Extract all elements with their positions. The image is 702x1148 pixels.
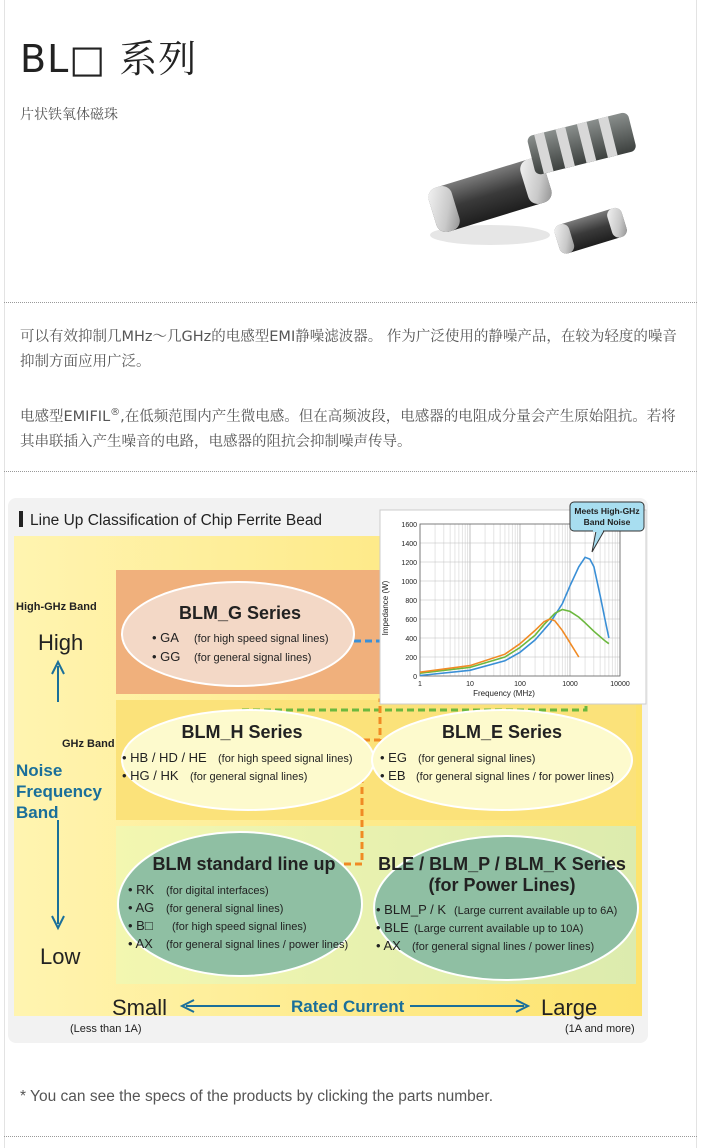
series-item-note: (for high speed signal lines): [218, 753, 353, 765]
small-note: (Less than 1A): [70, 1023, 142, 1035]
specs-note: * You can see the specs of the products by clicking the parts number.: [20, 1088, 494, 1105]
series-item-note: (for general signal lines / power lines): [412, 941, 595, 953]
series-item-note: (for high speed signal lines): [194, 633, 329, 645]
chart-ytick-label: 1200: [401, 560, 417, 567]
chart-xtick-label: 10000: [610, 681, 630, 688]
lineup-diagram: [8, 498, 648, 1043]
series-item-part[interactable]: • BLM_P / K: [376, 902, 447, 917]
product-photo: [420, 110, 645, 270]
series-item-part[interactable]: • AX: [376, 938, 401, 953]
blm-e-title: BLM_E Series: [441, 722, 563, 742]
chart-ytick-label: 600: [405, 617, 417, 624]
chart-ytick-label: 400: [405, 636, 417, 643]
blm-g-title: BLM_G Series: [178, 603, 302, 623]
chart-ylabel: Impedance (W): [381, 580, 390, 636]
chart-ytick-label: 200: [405, 655, 417, 662]
series-item-note: (for general signal lines): [418, 753, 536, 765]
blm-standard-lineup[interactable]: [118, 832, 362, 976]
chart-ytick-label: 800: [405, 598, 417, 605]
chart-ytick-label: 0: [413, 674, 417, 681]
low-label: Low: [40, 944, 81, 969]
separator: [4, 1136, 697, 1137]
blm-g-series[interactable]: [122, 582, 354, 686]
blm-h-series[interactable]: [122, 710, 374, 810]
series-item-note: (for general signal lines / for power lines): [416, 771, 615, 783]
page-subtitle: 片状铁氧体磁珠: [20, 107, 118, 123]
chart-ytick-label: 1600: [401, 522, 417, 529]
callout-line2: Band Noise: [583, 517, 631, 527]
noise-label-line2: Frequency: [16, 782, 102, 801]
series-item-part[interactable]: • RK: [128, 882, 155, 897]
intro-paragraph-2: 电感型EMIFIL®,在低频范围内产生微电感。但在高频波段，电感器的电阻成分量会产生原始阻抗。若将其串联插入产生噪音的电路，电感器的阻抗会抑制噪声传导。: [20, 407, 676, 450]
chart-xlabel: Frequency (MHz): [473, 689, 535, 698]
chart-ytick-label: 1400: [401, 541, 417, 548]
blm-standard-title: BLM standard line up: [152, 854, 336, 874]
series-item-note: (for general signal lines): [194, 652, 312, 664]
chart-xtick-label: 10: [466, 681, 474, 688]
series-item-part[interactable]: • GG: [152, 649, 181, 664]
series-item-part[interactable]: • AX: [128, 936, 153, 951]
page-title: BL□ 系列: [20, 37, 198, 81]
chart-xtick-label: 100: [514, 681, 526, 688]
series-item-note: (Large current available up to 6A): [454, 905, 618, 917]
noise-label-line3: Band: [16, 803, 59, 822]
high-label: High: [38, 630, 84, 655]
series-item-part[interactable]: • AG: [128, 900, 155, 915]
separator: [4, 471, 697, 472]
rated-current-label: Rated Current: [291, 997, 405, 1016]
series-item-part[interactable]: • EG: [380, 750, 407, 765]
series-item-part[interactable]: • EB: [380, 768, 406, 783]
series-item-note: (Large current available up to 10A): [414, 923, 584, 935]
series-item-part[interactable]: • GA: [152, 630, 179, 645]
large-note: (1A and more): [565, 1023, 635, 1035]
high-ghz-band-label: High-GHz Band: [16, 601, 97, 613]
series-item-note: (for general signal lines): [166, 903, 284, 915]
noise-label-line1: Noise: [16, 761, 63, 780]
series-item-note: (for general signal lines / power lines): [166, 939, 349, 951]
chart-xtick-label: 1: [418, 681, 422, 688]
blm-e-series[interactable]: [372, 710, 632, 810]
series-item-part[interactable]: • B□: [128, 918, 153, 933]
small-label: Small: [112, 995, 168, 1020]
intro-paragraph-1: 可以有效抑制几MHz～几GHz的电感型EMI静噪滤波器。 作为广泛使用的静噪产品，在较为轻度的噪音抑制方面应用广泛。: [20, 329, 677, 370]
diagram-heading: Line Up Classification of Chip Ferrite Bead: [30, 512, 323, 529]
chart-ytick-label: 1000: [401, 579, 417, 586]
series-item-note: (for high speed signal lines): [172, 921, 307, 933]
callout-line1: Meets High-GHz: [574, 506, 640, 516]
ghz-band-label: GHz Band: [62, 738, 115, 750]
separator: [4, 302, 697, 303]
power-series-title: BLE / BLM_P / BLM_K Series: [378, 854, 626, 874]
series-item-part[interactable]: • BLE: [376, 920, 409, 935]
power-lines-series[interactable]: [374, 836, 638, 980]
series-item-note: (for digital interfaces): [166, 885, 269, 897]
impedance-chart: [380, 510, 646, 704]
chart-xtick-label: 1000: [562, 681, 578, 688]
series-item-note: (for general signal lines): [190, 771, 308, 783]
large-label: Large: [541, 995, 598, 1020]
power-series-subtitle: (for Power Lines): [428, 875, 576, 895]
series-item-part[interactable]: • HB / HD / HE: [122, 750, 207, 765]
series-item-part[interactable]: • HG / HK: [122, 768, 179, 783]
blm-h-title: BLM_H Series: [181, 722, 303, 742]
